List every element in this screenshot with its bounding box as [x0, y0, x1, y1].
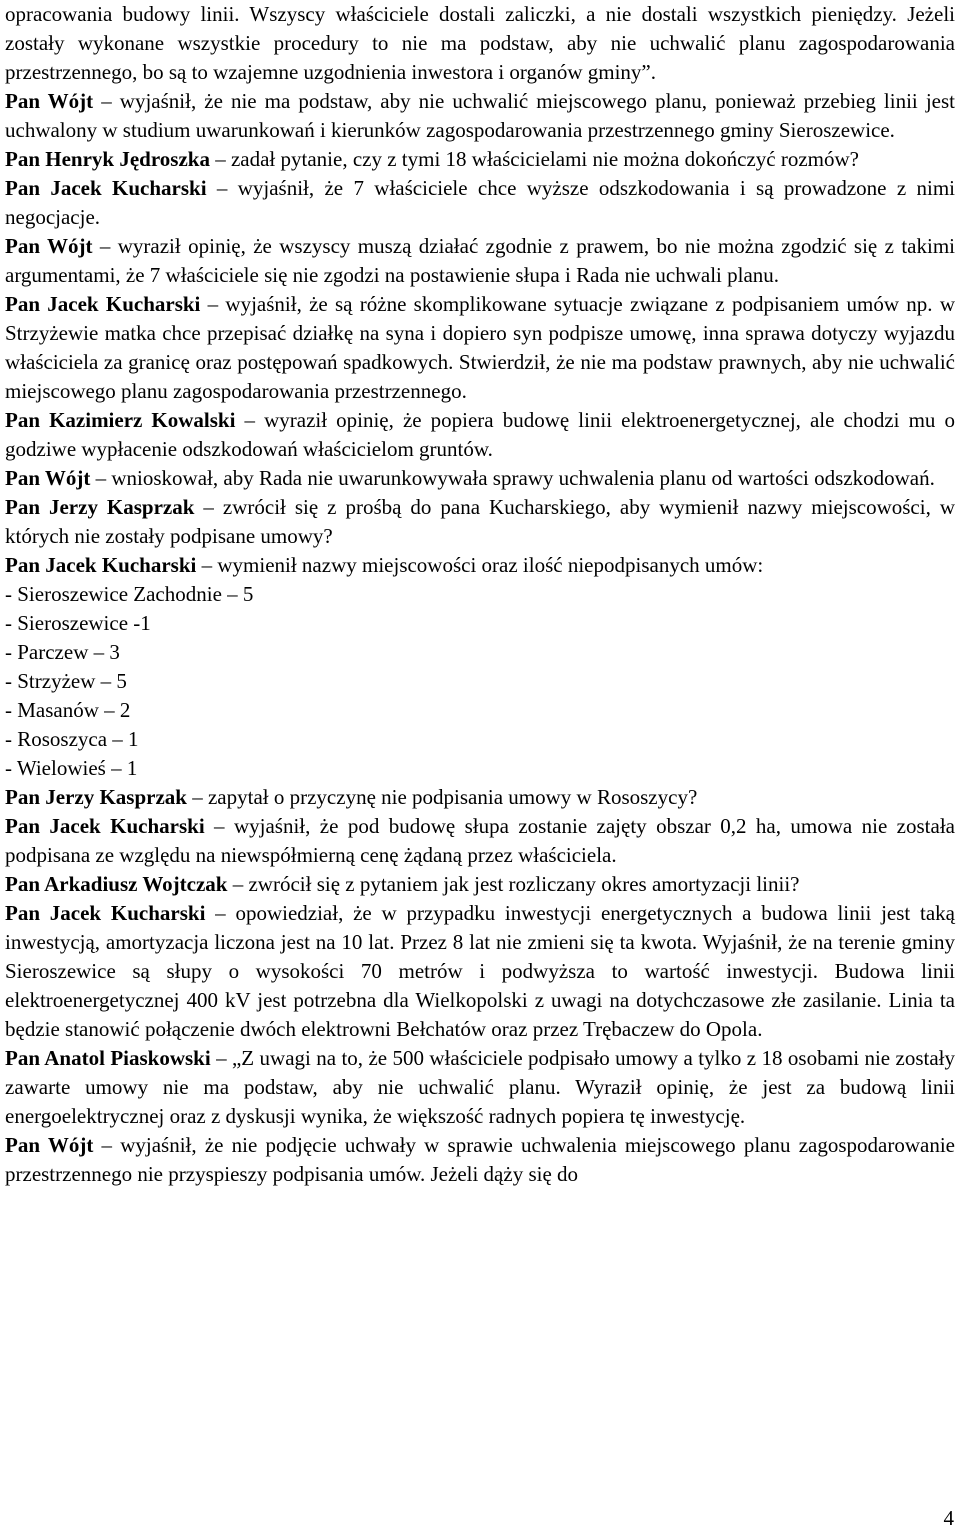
paragraph	[5, 812, 955, 870]
paragraph-text: – zwrócił się z prośbą do pana Kucharskiego, aby wymienił nazwy miejscowości, w których nie zostały podpisane umowy?	[5, 495, 955, 548]
locality-list	[5, 580, 955, 783]
speaker-name: Pan Kazimierz Kowalski	[5, 408, 236, 432]
speaker-name: Pan Wójt	[5, 89, 94, 113]
speaker-name: Pan Anatol Piaskowski	[5, 1046, 211, 1070]
document-page	[5, 0, 955, 1189]
paragraph-text: – wyjaśnił, że są różne skomplikowane sytuacje związane z podpisaniem umów np. w Strzyżewie matka chce przepisać działkę na syna i dopiero syn podpisze umowę, inna sprawa dotyczy wyjazdu właściciela za granicę oraz postępowań spadkowych. Stwierdził, że nie ma podstaw prawnych, aby nie uchwalić miejscowego planu zagospodarowania przestrzennego.	[5, 292, 955, 403]
list-item: - Rososzyca – 1	[5, 727, 139, 751]
list-item: - Strzyżew – 5	[5, 669, 127, 693]
paragraph	[5, 1131, 955, 1189]
speaker-name: Pan Wójt	[5, 234, 93, 258]
list-item: - Parczew – 3	[5, 640, 120, 664]
paragraph-text: opracowania budowy linii. Wszyscy właściciele dostali zaliczki, a nie dostali wszystkich pieniędzy. Jeżeli zostały wykonane wszystkie procedury to nie ma podstaw, aby nie uchwalić planu zagospodarowania przestrzennego, bo są to wzajemne uzgodnienia inwestora i organów gminy”.	[5, 2, 955, 84]
list-item: - Sieroszewice Zachodnie – 5	[5, 582, 254, 606]
paragraph	[5, 551, 955, 580]
paragraph	[5, 783, 955, 812]
paragraph	[5, 1044, 955, 1131]
speaker-name: Pan Jacek Kucharski	[5, 814, 205, 838]
paragraph	[5, 290, 955, 406]
speaker-name: Pan Henryk Jędroszka	[5, 147, 210, 171]
paragraph	[5, 232, 955, 290]
list-item: - Masanów – 2	[5, 698, 131, 722]
paragraph-text: – wyraził opinię, że wszyscy muszą działać zgodnie z prawem, bo nie można zgodzić się z takimi argumentami, że 7 właściciele się nie zgodzi na postawienie słupa i Rada nie uchwali planu.	[5, 234, 955, 287]
paragraph-text: – zapytał o przyczynę nie podpisania umowy w Rososzycy?	[186, 785, 698, 809]
paragraph	[5, 464, 955, 493]
speaker-name: Pan Jerzy Kasprzak	[5, 495, 195, 519]
speaker-name: Pan Jacek Kucharski	[5, 553, 197, 577]
paragraph	[5, 899, 955, 1044]
speaker-name: Pan Arkadiusz Wojtczak	[5, 872, 228, 896]
paragraph-text: – zwrócił się z pytaniem jak jest rozliczany okres amortyzacji linii?	[227, 872, 800, 896]
speaker-name: Pan Wójt	[5, 1133, 94, 1157]
paragraph	[5, 406, 955, 464]
speaker-name: Pan Jacek Kucharski	[5, 292, 201, 316]
speaker-name: Pan Jerzy Kasprzak	[5, 785, 187, 809]
speaker-name: Pan Wójt	[5, 466, 91, 490]
paragraph-text: – wymienił nazwy miejscowości oraz ilość niepodpisanych umów:	[196, 553, 764, 577]
paragraph	[5, 0, 955, 87]
paragraph-text: – wyraził opinię, że popiera budowę linii elektroenergetycznej, ale chodzi mu o godziwe wypłacenie odszkodowań właścicielom gruntów.	[5, 408, 955, 461]
list-item: - Wielowieś – 1	[5, 756, 138, 780]
speaker-name: Pan Jacek Kucharski	[5, 901, 206, 925]
paragraph	[5, 87, 955, 145]
paragraph-text: – wyjaśnił, że nie ma podstaw, aby nie uchwalić miejscowego planu, ponieważ przebieg linii jest uchwalony w studium uwarunkowań i kierunków zagospodarowania przestrzennego gminy Sieroszewice.	[5, 89, 955, 142]
paragraph	[5, 145, 955, 174]
paragraph	[5, 174, 955, 232]
paragraph-text: – wyjaśnił, że pod budowę słupa zostanie zajęty obszar 0,2 ha, umowa nie została podpisana ze względu na niewspółmierną cenę żądaną przez właściciela.	[5, 814, 955, 867]
paragraph-text: – opowiedział, że w przypadku inwestycji energetycznych a budowa linii jest taką inwestycją, amortyzacja liczona jest na 10 lat. Przez 8 lat nie zmieni się ta kwota. Wyjaśnił, że na terenie gminy Sieroszewice są słupy o wysokości 70 metrów i podwyższa to wartość inwestycji. Budowa linii elektroenergetycznej 400 kV jest potrzebna dla Wielkopolski z uwagi na dotychczasowe złe zasilanie. Linia ta będzie stanowić połączenie dwóch elektrowni Bełchatów oraz przez Trębaczew do Opola.	[5, 901, 955, 1041]
speaker-name: Pan Jacek Kucharski	[5, 176, 207, 200]
paragraph	[5, 493, 955, 551]
paragraph	[5, 870, 955, 899]
paragraph-text: – wyjaśnił, że 7 właściciele chce wyższe odszkodowania i są prowadzone z nimi negocjacje.	[5, 176, 955, 229]
list-item: - Sieroszewice -1	[5, 611, 151, 635]
paragraph-text: – zadał pytanie, czy z tymi 18 właścicielami nie można dokończyć rozmów?	[209, 147, 859, 171]
paragraph-text: – wyjaśnił, że nie podjęcie uchwały w sprawie uchwalenia miejscowego planu zagospodarowanie przestrzennego nie przyspieszy podpisania umów. Jeżeli dąży się do	[5, 1133, 955, 1186]
page-number: 4	[943, 1506, 954, 1530]
paragraph-text: – „Z uwagi na to, że 500 właściciele podpisało umowy a tylko z 18 osobami nie zostały zawarte umowy nie ma podstaw, aby nie uchwalić planu. Wyraził opinię, że jest za budową linii energoelektrycznej oraz z dyskusji wynika, że większość radnych popiera tę inwestycję.	[5, 1046, 955, 1128]
paragraph-text: – wnioskował, aby Rada nie uwarunkowywała sprawy uchwalenia planu od wartości odszkodowań.	[90, 466, 935, 490]
